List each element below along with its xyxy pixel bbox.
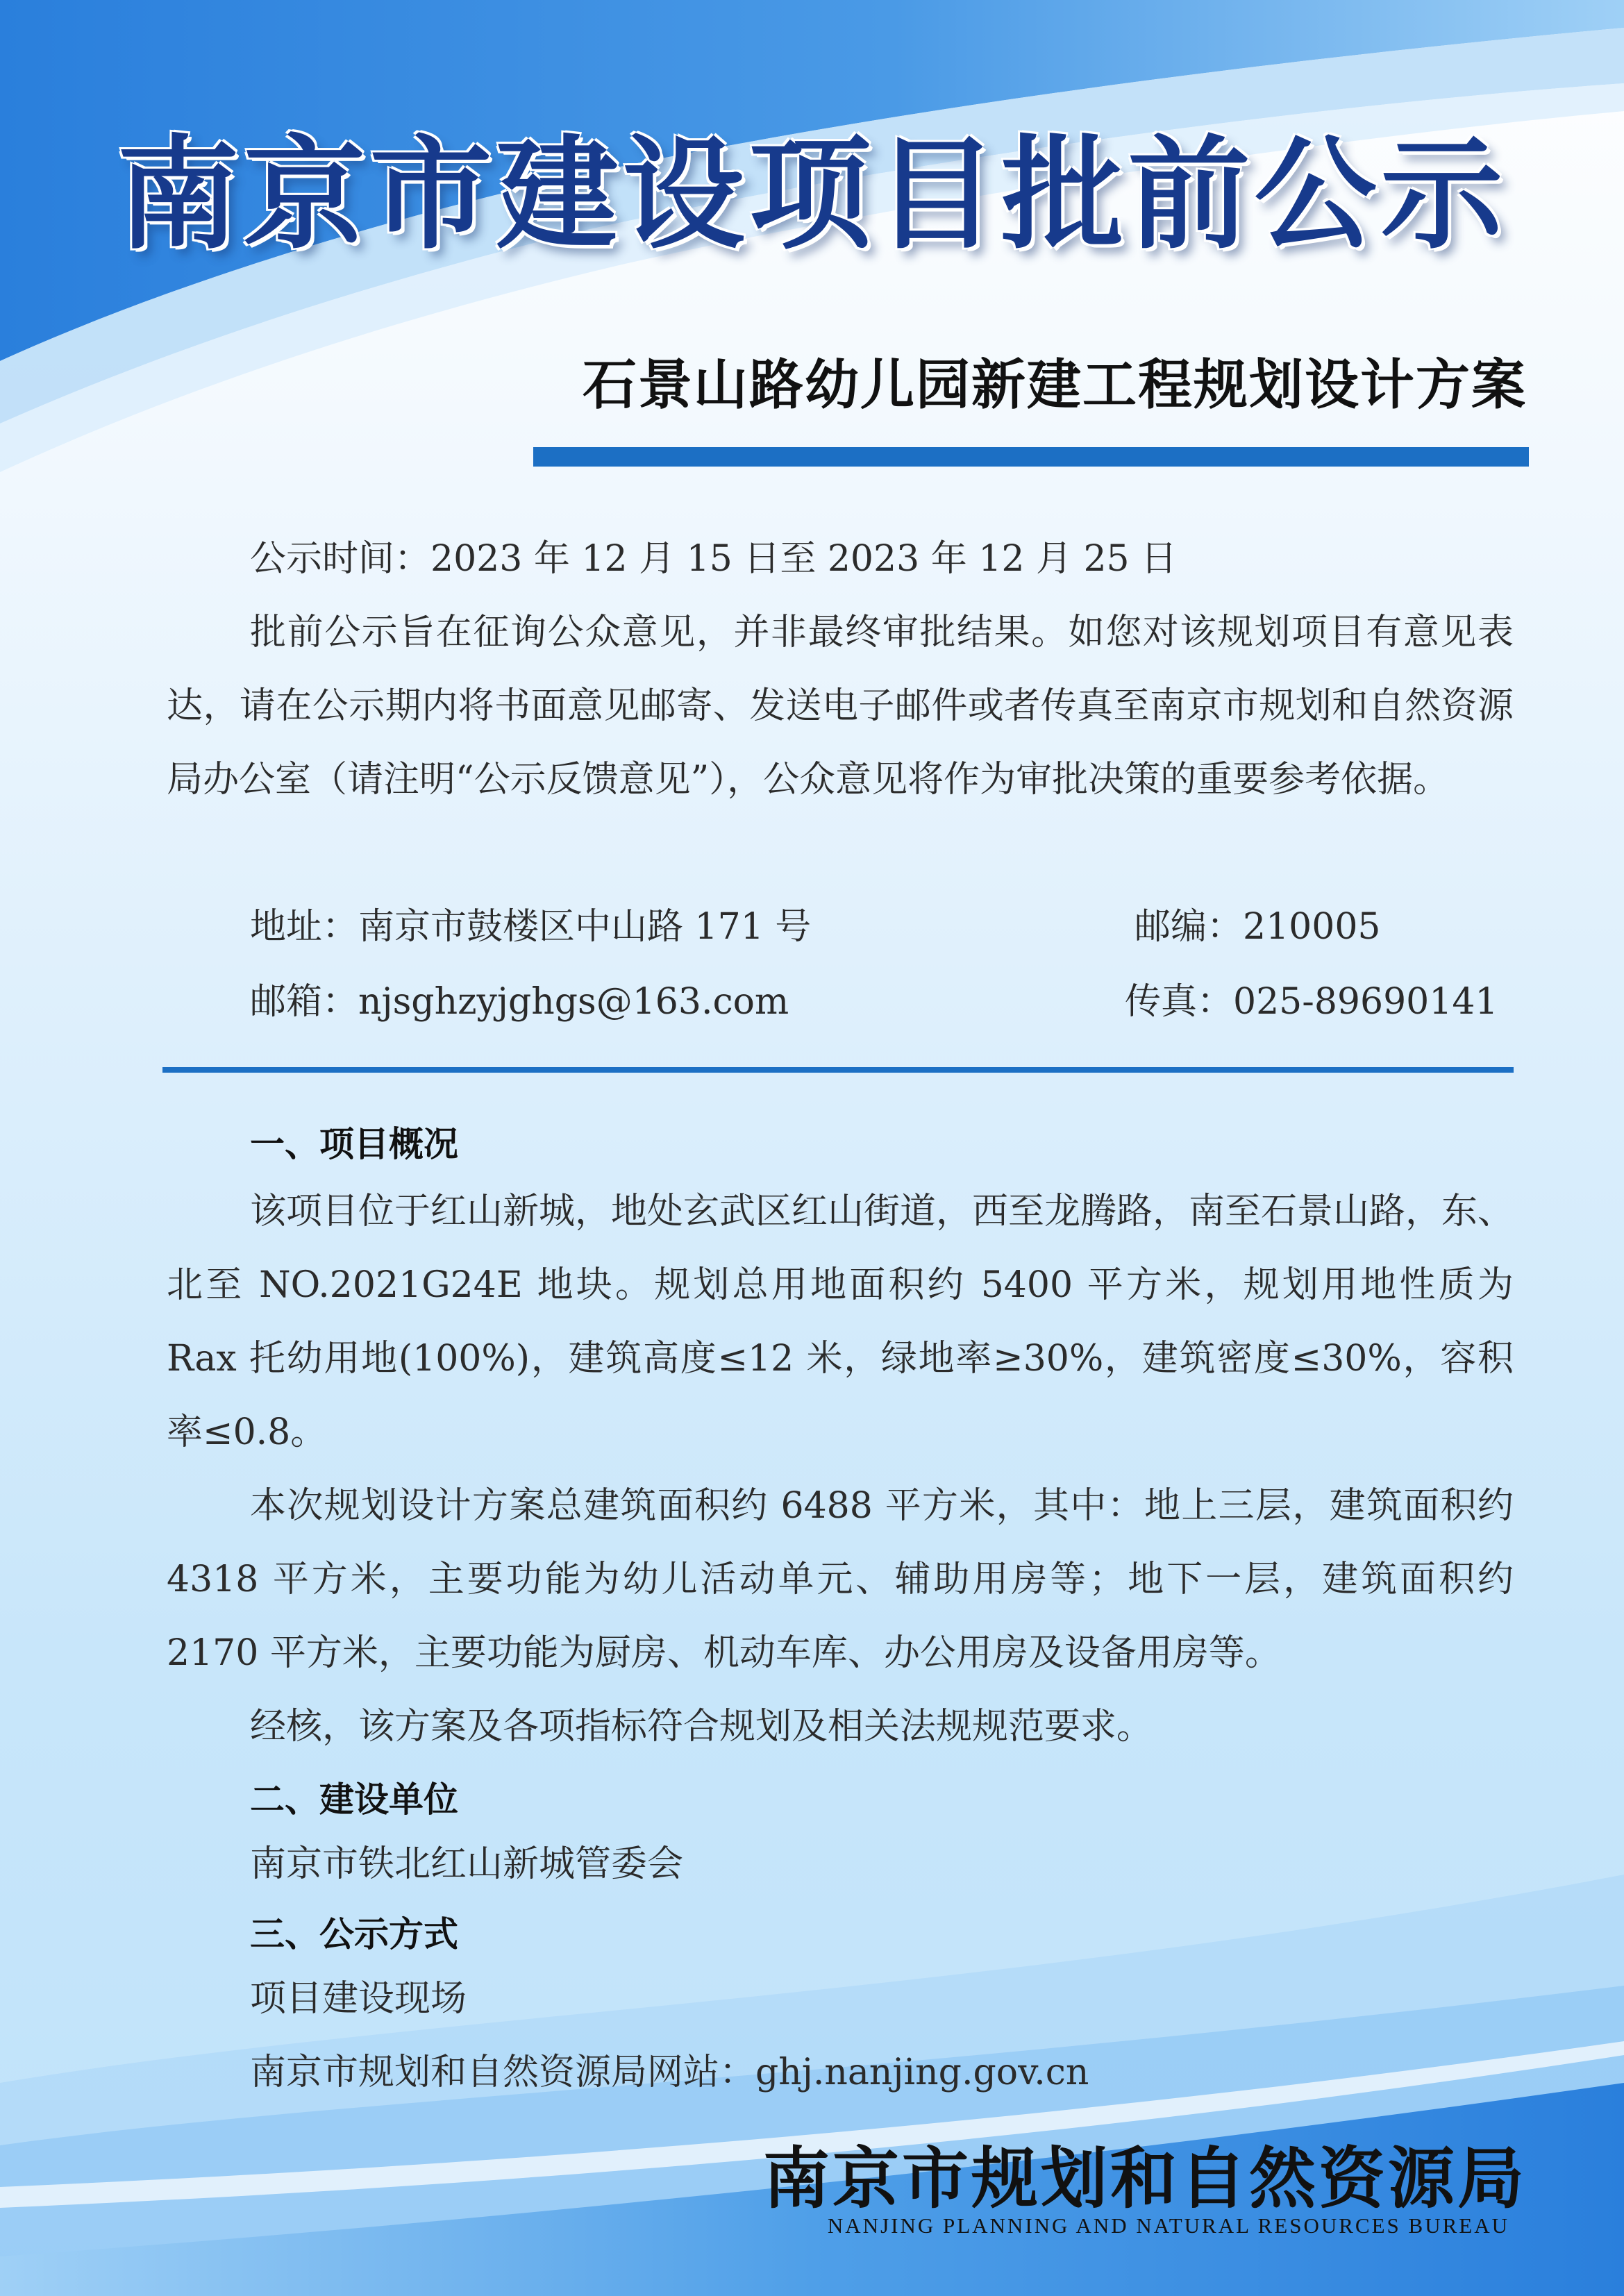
builder-name: 南京市铁北红山新城管委会: [250, 1843, 684, 1885]
project-subtitle: 石景山路幼儿园新建工程规划设计方案: [582, 353, 1527, 417]
overview-para3-block: [167, 1690, 1514, 1763]
method-line-website: 南京市规划和自然资源局网站：ghj.nanjing.gov.cn: [250, 2052, 1089, 2093]
contact-fax: 传真：025-89690141: [1125, 981, 1498, 1023]
notice-period: 公示时间：2023 年 12 月 15 日至 2023 年 12 月 25 日: [250, 538, 1178, 580]
section-heading-method: 三、公示方式: [250, 1914, 458, 1954]
overview-paragraph-1: 该项目位于红山新城，地处玄武区红山街道，西至龙腾路，南至石景山路，东、北至 NO.2021G24E 地块。规划总用地面积约 5400 平方米，规划用地性质为 Rax 托幼用地(100%)，建筑高度≤12 米，绿地率≥30%，建筑密度≤30%，容积率≤0.8。: [167, 1191, 1514, 1453]
overview-paragraph-3: 经核，该方案及各项指标符合规划及相关法规规范要求。: [250, 1706, 1153, 1748]
section-heading-overview: 一、项目概况: [250, 1124, 458, 1164]
overview-para1-block: [167, 1175, 1514, 1469]
contact-postcode: 邮编：210005: [1135, 906, 1381, 948]
notice-intro: 批前公示旨在征询公众意见，并非最终审批结果。如您对该规划项目有意见表达，请在公示期内将书面意见邮寄、发送电子邮件或者传真至南京市规划和自然资源局办公室（请注明“公示反馈意见”），公众意见将作为审批决策的重要参考依据。: [167, 612, 1514, 801]
bureau-name-en: NANJING PLANNING AND NATURAL RESOURCES BUREAU: [827, 2213, 1509, 2238]
bureau-name-cn: 南京市规划和自然资源局: [763, 2139, 1527, 2218]
notice-intro-block: [167, 596, 1514, 816]
contact-address: 地址：南京市鼓楼区中山路 171 号: [250, 906, 812, 948]
notice-period-block: [167, 522, 1514, 596]
overview-para2-block: [167, 1469, 1514, 1690]
overview-paragraph-2: 本次规划设计方案总建筑面积约 6488 平方米，其中：地上三层，建筑面积约 4318 平方米，主要功能为幼儿活动单元、辅助用房等；地下一层，建筑面积约 2170 平方米，主要功能为厨房、机动车库、办公用房及设备用房等。: [167, 1485, 1514, 1674]
section-heading-builder: 二、建设单位: [250, 1779, 458, 1820]
subtitle-underline-bar: [533, 447, 1529, 467]
contact-email: 邮箱：njsghzyjghgs@163.com: [250, 981, 789, 1023]
page-title: 南京市建设项目批前公示: [117, 122, 1507, 266]
method-line-site: 项目建设现场: [250, 1978, 467, 2020]
section-divider: [162, 1067, 1514, 1073]
